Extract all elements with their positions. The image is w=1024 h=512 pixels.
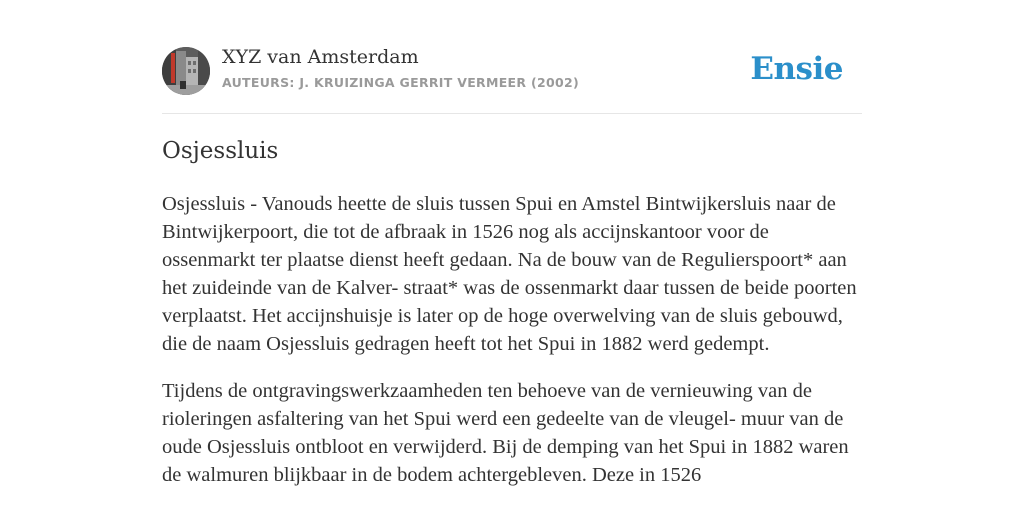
entry-paragraph: Osjessluis - Vanouds heette de sluis tussen Spui en Amstel Bintwijkersluis naar de Bintwijkerpoort, die tot de afbraak in 1526 nog als accijnskantoor voor de ossenmarkt ter plaatse dienst heeft gedaan. Na de bouw van de Regulierspoort* aan het zuideinde van de Kalver- straat* was de ossenmarkt daar tussen de beide poorten verplaatst. Het accijnshuisje is later op de hoge overwelving van de sluis gebouwd, die de naam Osjessluis gedragen heeft tot het Spui in 1882 werd gedempt. xyxy=(162,193,857,355)
book-authors: AUTEURS: J. KRUIZINGA GERRIT VERMEER (2002) xyxy=(222,75,579,90)
entry-paragraph: Tijdens de ontgravingswerkzaamheden ten behoeve van de vernieuwing van de rioleringen asfaltering van het Spui werd een gedeelte van de vleugel- muur van de oude Osjessluis ontbloot en verwijderd. Bij de demping van het Spui in 1882 waren de walmuren blijkbaar in de bodem achtergebleven. Deze in 1526 xyxy=(162,380,849,486)
entry-page xyxy=(162,0,862,486)
book-avatar[interactable] xyxy=(162,47,210,95)
book-title[interactable]: XYZ van Amsterdam xyxy=(222,46,419,68)
entry-content xyxy=(162,190,862,508)
ensie-logo[interactable]: Ensie xyxy=(750,51,843,87)
entry-title: Osjessluis xyxy=(162,138,279,164)
book-header xyxy=(162,0,862,114)
street-photo-icon xyxy=(162,47,210,95)
